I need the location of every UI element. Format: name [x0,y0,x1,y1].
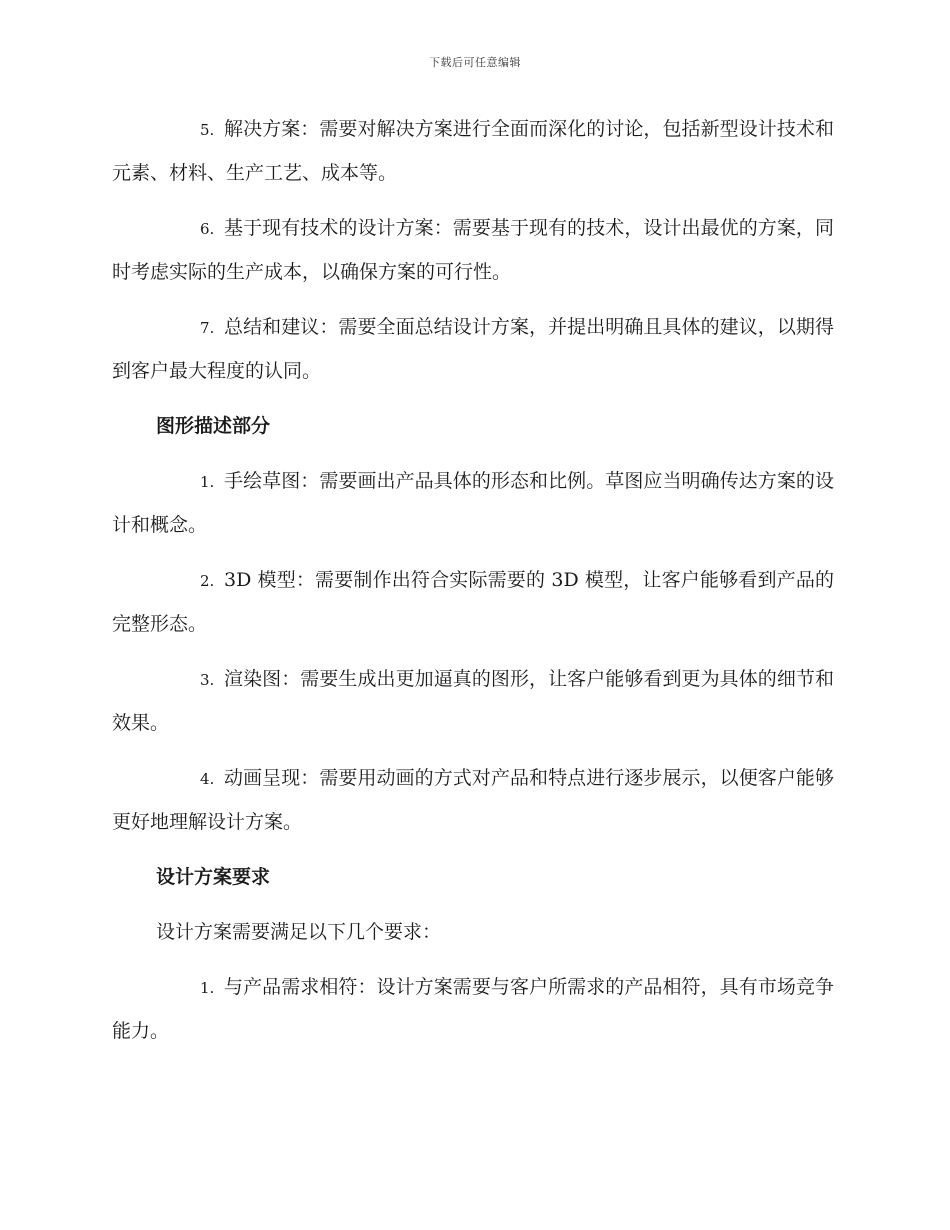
list-item [112,757,834,844]
list-text: 动画呈现：需要用动画的方式对产品和特点进行逐步展示，以便客户能够更好地理解设计方案。 [112,767,834,833]
list-item [112,658,834,745]
list-item [112,559,834,646]
section-heading-requirements: 设计方案要求 [156,866,271,888]
list-item [112,108,834,195]
list-number: 3. [200,671,215,689]
list-item [112,966,834,1053]
section-intro: 设计方案需要满足以下几个要求： [156,921,442,943]
list-number: 6. [200,220,215,238]
list-text: 基于现有技术的设计方案：需要基于现有的技术，设计出最优的方案，同时考虑实际的生产成本，以确保方案的可行性。 [112,217,834,283]
list-text: 手绘草图：需要画出产品具体的形态和比例。草图应当明确传达方案的设计和概念。 [112,470,834,536]
list-number: 5. [200,121,215,139]
list-number: 4. [200,770,215,788]
list-item [112,460,834,547]
page-header: 下载后可任意编辑 [429,56,521,69]
list-number: 1. [200,979,215,997]
list-item [112,306,834,393]
list-text: 3D 模型：需要制作出符合实际需要的 3D 模型，让客户能够看到产品的完整形态。 [112,569,834,635]
list-number: 7. [200,319,215,337]
list-text: 渲染图：需要生成出更加逼真的图形，让客户能够看到更为具体的细节和效果。 [112,668,834,734]
list-text: 与产品需求相符：设计方案需要与客户所需求的产品相符，具有市场竞争能力。 [112,976,834,1042]
list-number: 1. [200,473,215,491]
list-text: 总结和建议：需要全面总结设计方案，并提出明确且具体的建议，以期得到客户最大程度的认同。 [112,316,834,382]
list-item [112,207,834,294]
list-number: 2. [200,572,215,590]
document-body [112,108,834,1065]
section-heading-graphics: 图形描述部分 [156,415,271,437]
list-text: 解决方案：需要对解决方案进行全面而深化的讨论，包括新型设计技术和元素、材料、生产工艺、成本等。 [112,118,834,184]
